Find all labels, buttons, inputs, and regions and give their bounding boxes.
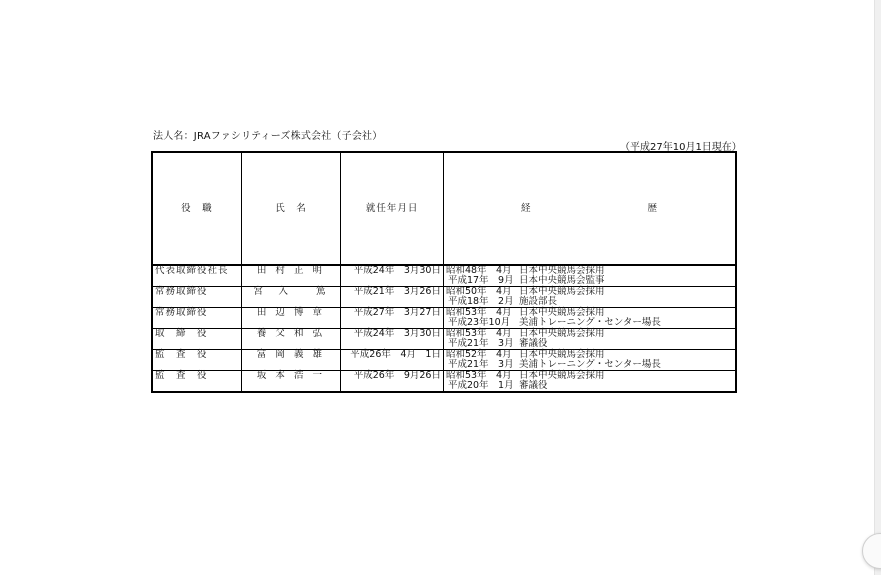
table-row: [152, 308, 736, 329]
history-line: 昭和53年 4月 日本中央競馬会採用: [445, 328, 605, 339]
header-history: [443, 152, 736, 265]
officer-history: [443, 265, 736, 287]
history-line: 平成21年 3月 美浦トレーニング・センター場長: [447, 359, 661, 370]
history-line: 平成20年 1月 審議役: [447, 380, 548, 391]
table-row: [152, 287, 736, 308]
officer-appointed: 平成26年 4月 1日: [341, 350, 444, 371]
as-of-date: （平成27年10月1日現在）: [620, 142, 742, 153]
history-line: 昭和52年 4月 日本中央競馬会採用: [445, 349, 605, 360]
header-appointed: 就任年月日: [341, 152, 444, 265]
table-header-row: [152, 152, 736, 265]
officer-appointed: 平成24年 3月30日: [341, 329, 444, 350]
officer-history: [443, 350, 736, 371]
officer-position: 常務取締役: [152, 308, 241, 329]
history-line: 平成17年 9月 日本中央競馬会監事: [447, 275, 605, 286]
officer-appointed: 平成21年 3月26日: [341, 287, 444, 308]
history-line: 平成18年 2月 施設部長: [447, 296, 557, 307]
officer-appointed: 平成26年 9月26日: [341, 371, 444, 393]
officer-position: 取 締 役: [152, 329, 241, 350]
officer-history: [443, 329, 736, 350]
officer-name: 富 岡 義 雄: [241, 350, 340, 371]
header-history-right: 歴: [647, 202, 658, 214]
officer-name: 養 父 和 弘: [241, 329, 340, 350]
header-name: 氏 名: [241, 152, 340, 265]
officer-position: 監 査 役: [152, 371, 241, 393]
table-row: [152, 371, 736, 393]
officer-position: 常務取締役: [152, 287, 241, 308]
scroll-to-top-button[interactable]: [862, 533, 881, 569]
history-line: 昭和50年 4月 日本中央競馬会採用: [445, 286, 605, 297]
history-line: 昭和53年 4月 日本中央競馬会採用: [445, 307, 605, 318]
officer-name: 田 村 正 明: [241, 265, 340, 287]
officer-position: 代表取締役社長: [152, 265, 241, 287]
officer-name: 坂 本 浩 一: [241, 371, 340, 393]
officers-table: [151, 151, 737, 393]
history-line: 昭和53年 4月 日本中央競馬会採用: [445, 370, 605, 381]
history-line: 平成21年 3月 審議役: [447, 338, 548, 349]
header-history-left: 経: [520, 202, 532, 214]
company-name: 法人名：JRAファシリティーズ株式会社（子会社）: [153, 131, 383, 142]
officer-history: [443, 287, 736, 308]
history-line: 昭和48年 4月 日本中央競馬会採用: [445, 265, 605, 276]
table-row: [152, 265, 736, 287]
officer-name: 田 辺 博 章: [241, 308, 340, 329]
history-line: 平成23年10月 美浦トレーニング・センター場長: [447, 317, 661, 328]
header-position: 役 職: [152, 152, 241, 265]
officer-name: 宮 入 篤: [241, 287, 340, 308]
viewer-edge: [874, 0, 881, 575]
officer-history: [443, 371, 736, 393]
officer-appointed: 平成27年 3月27日: [341, 308, 444, 329]
officer-position: 監 査 役: [152, 350, 241, 371]
table-row: [152, 329, 736, 350]
table-row: [152, 350, 736, 371]
officer-history: [443, 308, 736, 329]
officer-appointed: 平成24年 3月30日: [341, 265, 444, 287]
